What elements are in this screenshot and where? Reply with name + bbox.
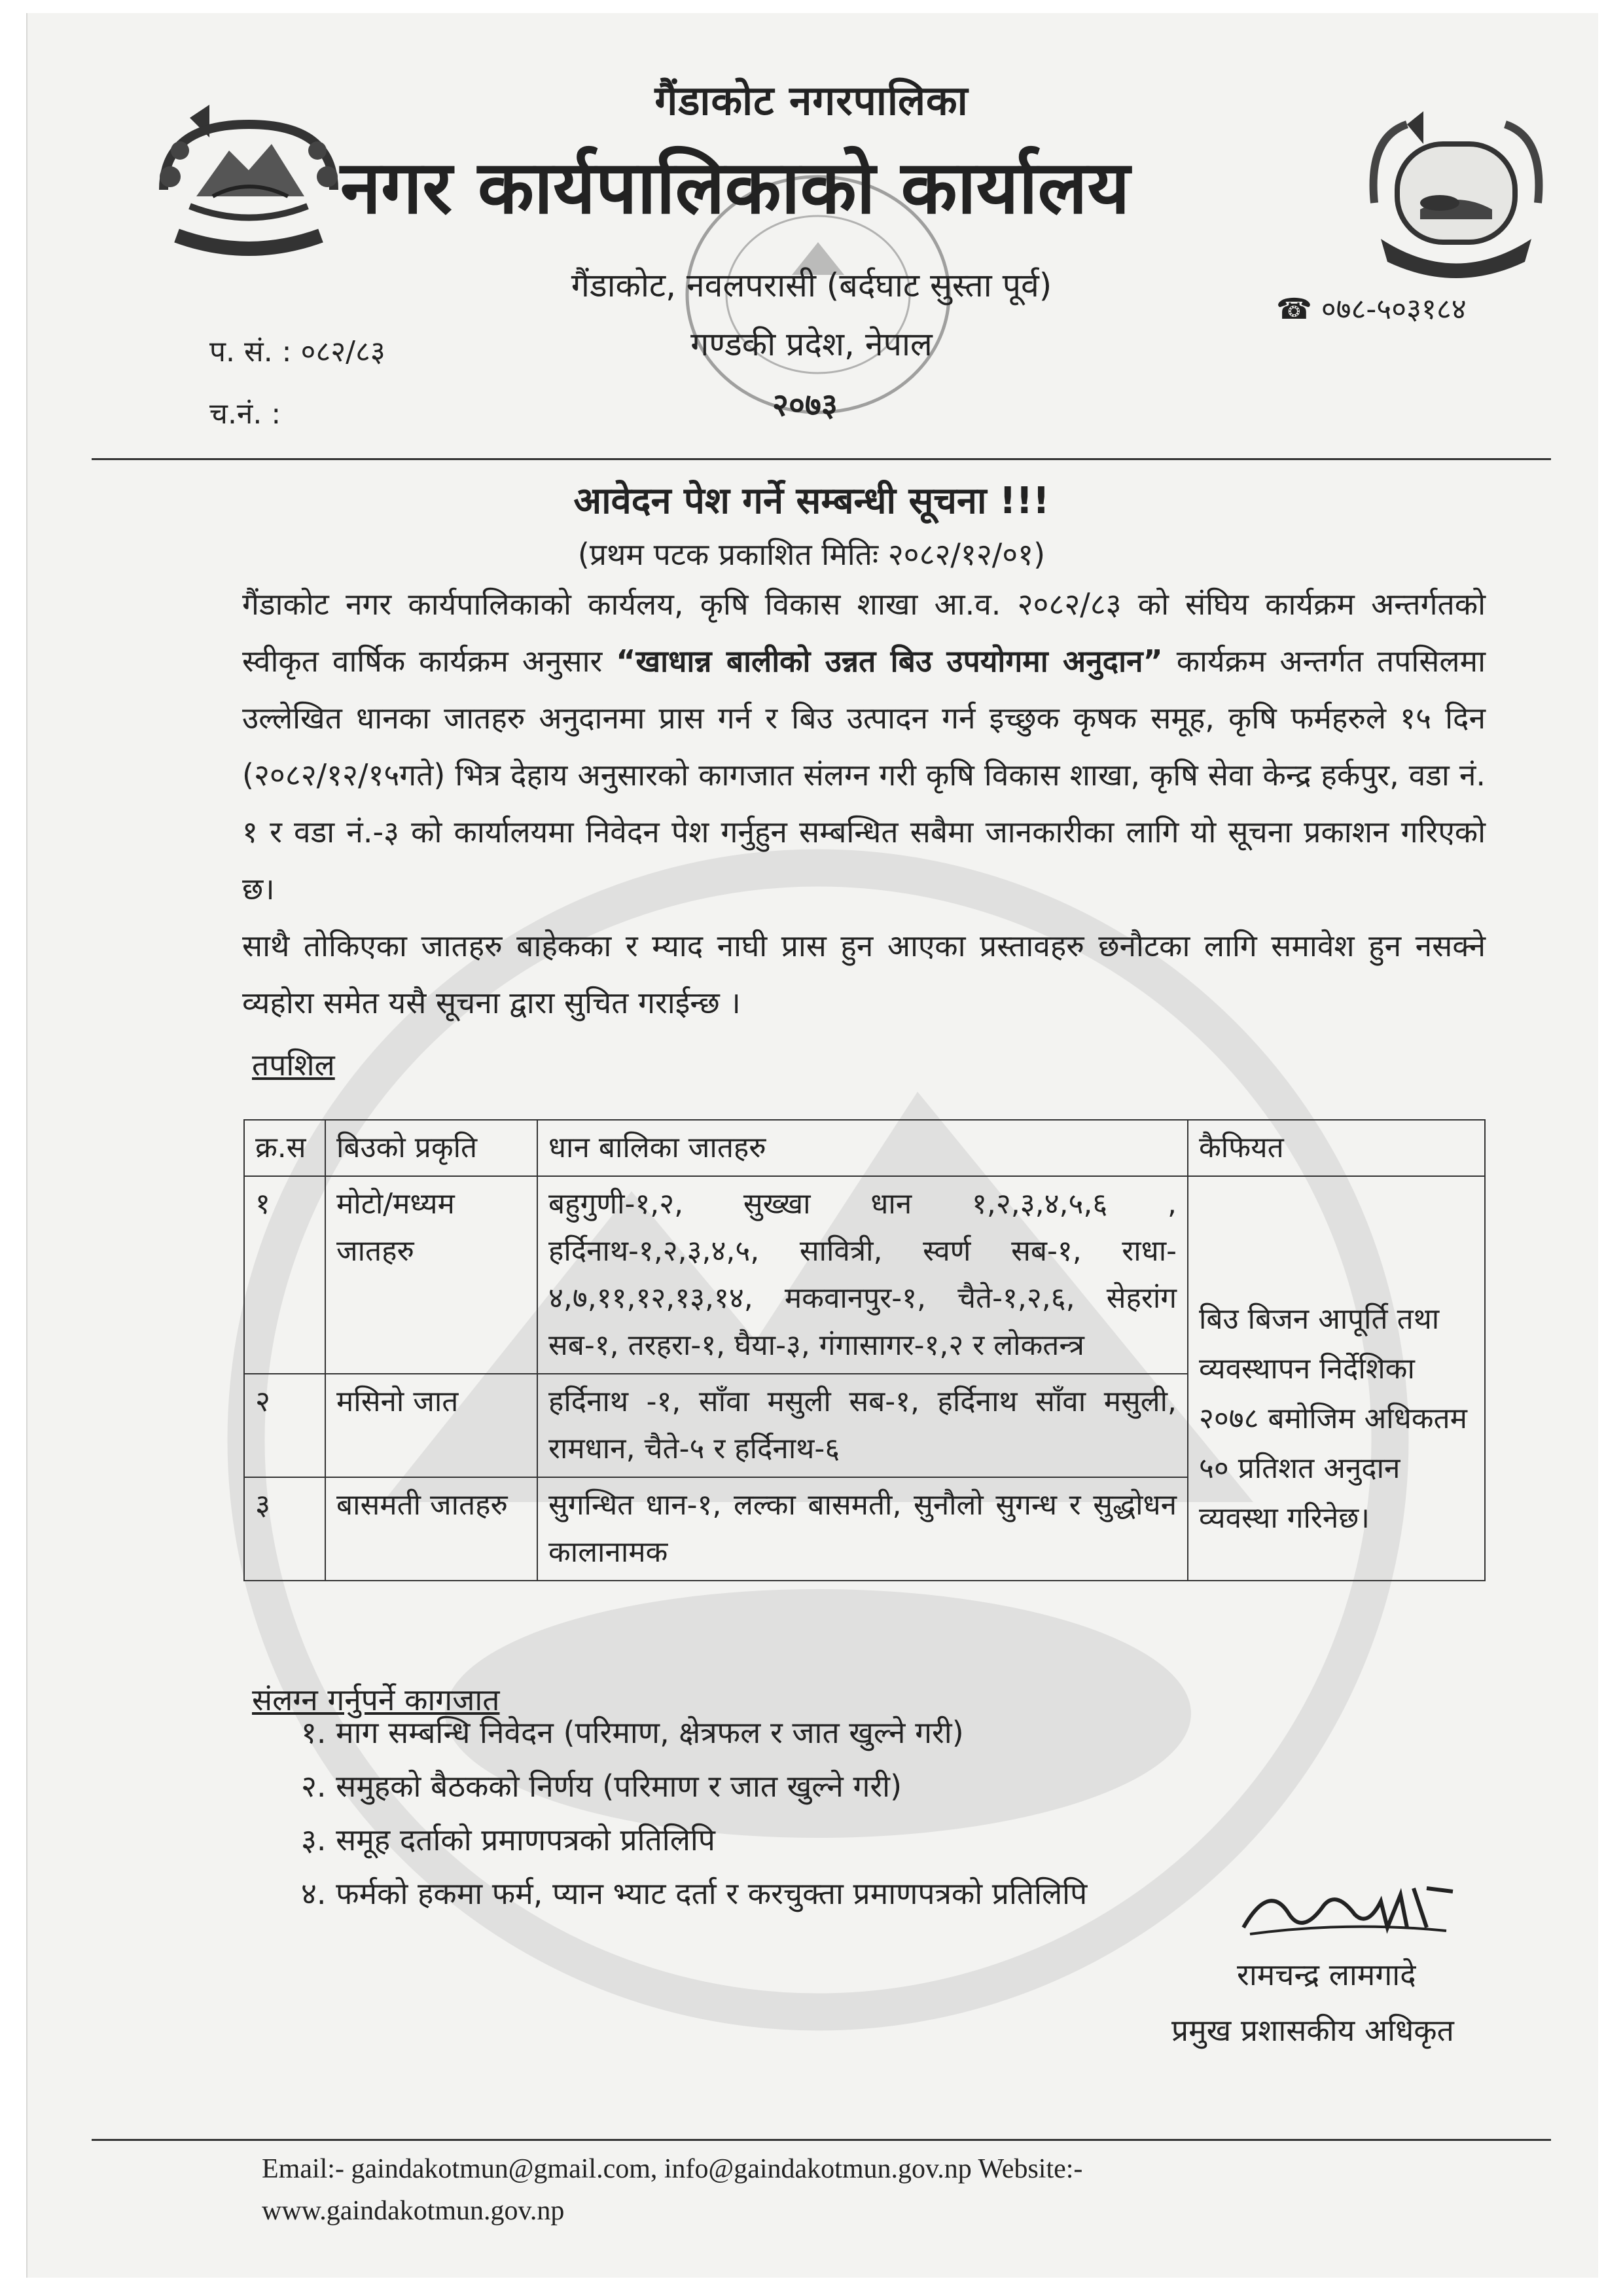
office-name: नगर कार्यपालिकाको कार्यालय xyxy=(340,145,1130,230)
serial-number: २ xyxy=(244,1374,325,1477)
office-address: गैंडाकोट, नवलपरासी (बर्दघाट सुस्ता पूर्व) xyxy=(571,266,1052,304)
municipality-name: गैंडाकोट नगरपालिका xyxy=(654,77,969,124)
reference-number: प. सं. : ०८२/८३ xyxy=(209,335,385,368)
list-item: ३. समूह दर्ताको प्रमाणपत्रको प्रतिलिपि xyxy=(301,1822,715,1857)
rice-varieties: सुगन्धित धान-१, लल्का बासमती, सुनौलो सुगन्ध र सुद्धोधन कालानामक xyxy=(537,1477,1188,1581)
column-header: क्र.स xyxy=(244,1120,325,1176)
list-item: २. समुहको बैठकको निर्णय (परिमाण र जात खुल्ने गरी) xyxy=(301,1768,902,1804)
column-header: बिउको प्रकृति xyxy=(325,1120,537,1176)
column-header: कैफियत xyxy=(1188,1120,1485,1176)
notice-title: आवेदन पेश गर्ने सम्बन्धी सूचना !!! xyxy=(573,480,1050,522)
notice-paragraph-2: साथै तोकिएका जातहरु बाहेकका र म्याद नाघी प्रास हुन आएका प्रस्तावहरु छनौटका लागि समावेश हुन नसक्ने व्यहोरा समेत यसै सूचना द्वारा सुचित गराईन्छ । xyxy=(242,928,1486,1020)
varieties-table xyxy=(243,1119,1486,1581)
program-name: “खाधान्न बालीको उन्नत बिउ उपयोगमा अनुदान” xyxy=(616,643,1163,679)
footer-divider xyxy=(92,2139,1551,2141)
seed-type: मोटो/मध्यम जातहरु xyxy=(325,1176,537,1374)
seed-type: मसिनो जात xyxy=(325,1374,537,1477)
serial-number: ३ xyxy=(244,1477,325,1581)
notice-paragraph-1: गैंडाकोट नगर कार्यपालिकाको कार्यलय, कृषि विकास शाखा आ.व. २०८२/८३ को संघिय कार्यक्रम अन्तर्गतको स्वीकृत वार्षिक कार्यक्रम अनुसार “खाधान्न बालीको उन्नत बिउ उपयोगमा अनुदान” कार्यक्रम अन्तर्गत तपसिलमा उल्लेखित धानका जातहरु अनुदानमा प्रास गर्न र बिउ उत्पादन गर्न इच्छुक कृषक समूह, कृषि फर्महरुले १५ दिन (२०८२/१२/१५गते) भित्र देहाय अनुसारको कागजात संलग्न गरी कृषि विकास शाखा, कृषि सेवा केन्द्र हर्कपुर, वडा नं. १ र वडा नं.-३ को कार्यालयमा निवेदन पेश गर्नुहुन सम्बन्धित सबैमा जानकारीका लागि यो सूचना प्रकाशन गरिएको छ। xyxy=(242,586,1486,906)
dispatch-number: च.नं. : xyxy=(209,397,281,431)
serial-number: १ xyxy=(244,1176,325,1374)
footer-contact xyxy=(262,2148,1440,2232)
footer-email: Email:- gaindakotmun@gmail.com, info@gaindakotmun.gov.np Website:- xyxy=(262,2154,1083,2184)
established-year: २०७३ xyxy=(772,387,838,423)
list-item: १. माग सम्बन्धि निवेदन (परिमाण, क्षेत्रफल र जात खुल्ने गरी) xyxy=(301,1715,964,1750)
footer-website: www.gaindakotmun.gov.np xyxy=(262,2196,565,2226)
column-header: धान बालिका जातहरु xyxy=(537,1120,1188,1176)
table-header-row xyxy=(244,1120,1485,1176)
list-item: ४. फर्मको हकमा फर्म, प्यान भ्याट दर्ता र करचुक्ता प्रमाणपत्रको प्रतिलिपि xyxy=(301,1876,1088,1911)
documents-label: संलग्न गर्नुपर्ने कागजात xyxy=(252,1682,500,1717)
rice-varieties: बहुगुणी-१,२, सुख्खा धान १,२,३,४,५,६ , हर्दिनाथ-१,२,३,४,५, सावित्री, स्वर्ण सब-१, राधा- ४,७,११,१२,१३,१४, मकवानपुर-१, चैते-१,२,६, सेहरांग सब-१, तरहरा-१, घैया-३, गंगासागर-१,२ र लोकतन्त्र xyxy=(537,1176,1188,1374)
phone-number: ☎ ०७८-५०३१८४ xyxy=(1276,293,1467,326)
signature xyxy=(1230,1869,1466,1954)
remark-cell: बिउ बिजन आपूर्ति तथा व्यवस्थापन निर्देशिका २०७८ बमोजिम अधिकतम ५० प्रतिशत अनुदान व्यवस्था गरिनेछ। xyxy=(1188,1176,1485,1581)
rice-varieties: हर्दिनाथ -१, साँवा मसुली सब-१, हर्दिनाथ साँवा मसुली, रामधान, चैते-५ र हर्दिनाथ-६ xyxy=(537,1374,1188,1477)
signatory-title: प्रमुख प्रशासकीय अधिकृत xyxy=(1171,2013,1454,2048)
header-divider xyxy=(92,458,1551,460)
office-province: गण्डकी प्रदेश, नेपाल xyxy=(690,325,933,363)
publication-date: (प्रथम पटक प्रकाशित मितिः २०८२/१२/०१) xyxy=(577,537,1046,572)
seed-type: बासमती जातहरु xyxy=(325,1477,537,1581)
table-row xyxy=(244,1176,1485,1374)
signatory-name: रामचन्द्र लामगादे xyxy=(1237,1957,1416,1992)
documents-list xyxy=(301,1712,1087,1926)
details-label: तपशिल xyxy=(252,1047,335,1083)
